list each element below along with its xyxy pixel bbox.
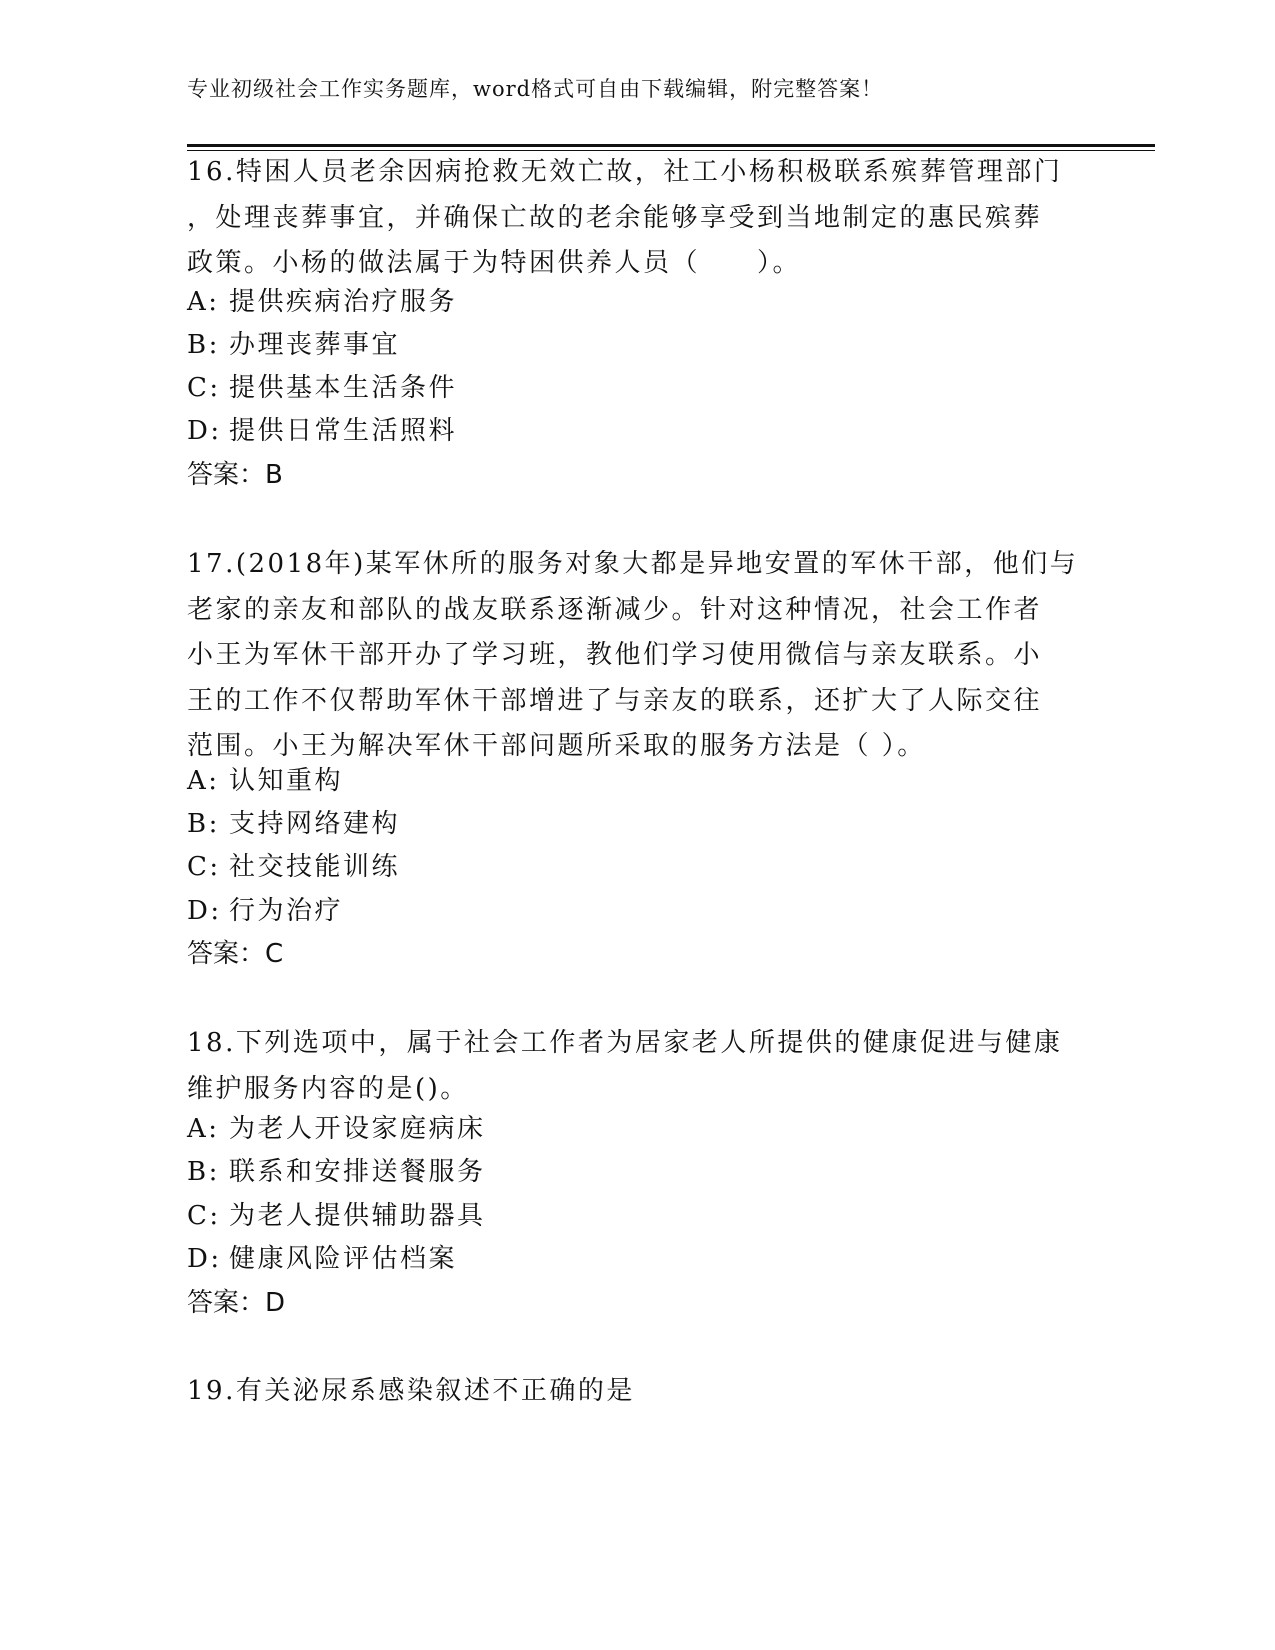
question-18-option-a: A: 为老人开设家庭病床 <box>187 1114 486 1144</box>
question-16-option-a: A: 提供疾病治疗服务 <box>187 287 458 317</box>
question-16-stem <box>187 150 1087 287</box>
question-17-option-d: D: 行为治疗 <box>187 896 344 926</box>
question-17-option-c: C: 社交技能训练 <box>187 852 401 882</box>
question-19-stem <box>187 1369 1087 1415</box>
question-17-line-4: 王的工作不仅帮助军休干部增进了与亲友的联系，还扩大了人际交往 <box>187 685 1043 716</box>
question-17-line-3: 小王为军休干部开办了学习班，教他们学习使用微信与亲友联系。小 <box>187 640 1043 670</box>
question-18-line-1: 18.下列选项中，属于社会工作者为居家老人所提供的健康促进与健康 <box>187 1028 1063 1058</box>
header-divider <box>187 144 1155 147</box>
question-16-answer: 答案：B <box>187 460 283 490</box>
question-17-option-a: A: 认知重构 <box>187 766 344 796</box>
question-18-stem <box>187 1021 1087 1112</box>
question-16-option-c: C: 提供基本生活条件 <box>187 373 458 403</box>
question-17-stem <box>187 542 1087 770</box>
question-18-option-b: B: 联系和安排送餐服务 <box>187 1157 486 1187</box>
question-17-line-1: 17.(2018年)某军休所的服务对象大都是异地安置的军休干部，他们与 <box>187 549 1079 579</box>
question-18-option-d: D: 健康风险评估档案 <box>187 1244 458 1274</box>
question-17-answer: 答案：C <box>187 939 284 969</box>
question-17-line-5: 范围。小王为解决军休干部问题所采取的服务方法是（ ）。 <box>187 731 926 761</box>
question-16-line-2: ，处理丧葬事宜，并确保亡故的老余能够享受到当地制定的惠民殡葬 <box>187 202 1043 233</box>
page-header: 专业初级社会工作实务题库，word格式可自由下载编辑，附完整答案！ <box>187 77 884 101</box>
question-16-line-1: 16.特困人员老余因病抢救无效亡故，社工小杨积极联系殡葬管理部门 <box>187 157 1063 187</box>
question-18-answer: 答案：D <box>187 1288 286 1318</box>
question-18-line-2: 维护服务内容的是()。 <box>187 1073 469 1104</box>
question-18-option-c: C: 为老人提供辅助器具 <box>187 1201 486 1231</box>
question-17-line-2: 老家的亲友和部队的战友联系逐渐减少。针对这种情况，社会工作者 <box>187 594 1043 625</box>
question-16-option-d: D: 提供日常生活照料 <box>187 416 458 446</box>
question-16-option-b: B: 办理丧葬事宜 <box>187 330 401 360</box>
question-17-option-b: B: 支持网络建构 <box>187 809 401 839</box>
question-19-line-1: 19.有关泌尿系感染叙述不正确的是 <box>187 1376 635 1406</box>
question-16-line-3: 政策。小杨的做法属于为特困供养人员（ ）。 <box>187 248 802 278</box>
